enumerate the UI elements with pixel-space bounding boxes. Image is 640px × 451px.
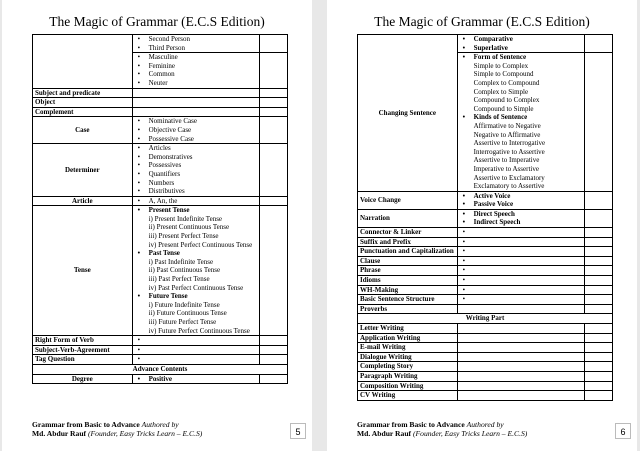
- table-row: [33, 117, 288, 144]
- list-item: • Form of Sentence: [460, 53, 583, 62]
- table-row: [358, 362, 613, 372]
- footer: [32, 420, 202, 439]
- row-label: Tense: [33, 206, 133, 336]
- list-item: Assertive to Interrogative: [473, 139, 546, 148]
- table-row: [33, 206, 288, 336]
- list-item: i) Present Indefinite Tense: [148, 214, 223, 223]
- list-item: • Feminine: [135, 62, 258, 71]
- bullet: [460, 238, 583, 247]
- table-row: [358, 295, 613, 305]
- page-number: 6: [615, 423, 631, 439]
- footer: [357, 420, 527, 439]
- list-item: iv) Future Perfect Continuous Tense: [148, 326, 250, 335]
- list-item: • Neuter: [135, 79, 258, 88]
- list-item: ii) Present Continuous Tense: [148, 223, 230, 232]
- list-item: ii) Past Continuous Tense: [148, 266, 221, 275]
- row-label: Paragraph Writing: [358, 371, 458, 381]
- list-item: Interrogative to Assertive: [473, 147, 545, 156]
- table-row: [358, 191, 613, 209]
- row-label: Article: [33, 196, 133, 206]
- list-item: Complex to Compound: [473, 78, 540, 87]
- bullet: [460, 257, 583, 266]
- row-label: Subject-Verb-Agreement: [33, 345, 133, 355]
- list-item: • Comparative: [460, 35, 583, 44]
- row-label: Complement: [33, 107, 133, 117]
- bullet: [460, 228, 583, 237]
- book-title: Grammar from Basic to Advance: [357, 419, 465, 429]
- table-row: [33, 336, 288, 346]
- row-label: Application Writing: [358, 333, 458, 343]
- list-item: Assertive to Exclamatory: [473, 173, 545, 182]
- section-heading: Writing Part: [358, 314, 613, 324]
- row-label: Degree: [33, 374, 133, 384]
- list-item: • Articles: [135, 144, 258, 153]
- bullet: [460, 276, 583, 285]
- page-number: 5: [290, 423, 306, 439]
- row-label: Dialogue Writing: [358, 352, 458, 362]
- table-row: [358, 333, 613, 343]
- list-item: iii) Past Perfect Tense: [148, 275, 210, 284]
- bullet: [460, 266, 583, 275]
- table-row: [358, 343, 613, 353]
- table-row: [358, 304, 613, 314]
- list-item: • A, An, the: [135, 197, 258, 206]
- author-name: Md. Abdur Rauf: [32, 429, 87, 439]
- table-row: [33, 345, 288, 355]
- page-6: [327, 0, 637, 451]
- table-row: [33, 35, 288, 53]
- bullet: [460, 286, 583, 295]
- row-label: Connector & Linker: [358, 228, 458, 238]
- row-label: Right Form of Verb: [33, 336, 133, 346]
- row-label: Proverbs: [358, 304, 458, 314]
- row-label: Basic Sentence Structure: [358, 295, 458, 305]
- table-row: [358, 35, 613, 53]
- table-row: [358, 266, 613, 276]
- list-item: Complex to Simple: [473, 87, 529, 96]
- list-item: • Numbers: [135, 179, 258, 188]
- bullet: [460, 247, 583, 256]
- list-item: • Common: [135, 70, 258, 79]
- row-label: Changing Sentence: [358, 35, 458, 192]
- list-item: Negative to Affirmative: [473, 130, 541, 139]
- list-item: • Demonstratives: [135, 153, 258, 162]
- table-row: [33, 364, 288, 374]
- table-row: [358, 247, 613, 257]
- list-item: • Masculine: [135, 53, 258, 62]
- list-item: • Kinds of Sentence: [460, 113, 583, 122]
- list-item: • Third Person: [135, 44, 258, 53]
- section-heading: Advance Contents: [33, 364, 288, 374]
- table-row: [33, 88, 288, 98]
- list-item: iv) Past Perfect Continuous Tense: [148, 283, 244, 292]
- list-item: Compound to Complex: [473, 96, 540, 105]
- row-label: Subject and predicate: [33, 88, 133, 98]
- list-item: Assertive to Imperative: [473, 156, 540, 165]
- authored-by: Authored by: [466, 419, 504, 429]
- list-item: Exclamatory to Assertive: [473, 182, 545, 191]
- list-item: Imperative to Assertive: [473, 164, 539, 173]
- row-label: Case: [33, 117, 133, 144]
- table-row: [358, 228, 613, 238]
- list-item: • Direct Speech: [460, 210, 583, 219]
- page-5: [2, 0, 312, 451]
- list-item: Compound to Simple: [473, 104, 534, 113]
- book-title: Grammar from Basic to Advance: [32, 419, 140, 429]
- table-row: [358, 371, 613, 381]
- author-credit: (Founder, Easy Tricks Learn – E.C.S): [88, 429, 203, 439]
- list-item: • Possessive Case: [135, 135, 258, 144]
- list-item: • Objective Case: [135, 126, 258, 135]
- list-item: • Nominative Case: [135, 117, 258, 126]
- table-row: [33, 98, 288, 108]
- list-item: iv) Present Perfect Continuous Tense: [148, 240, 253, 249]
- row-label: CV Writing: [358, 391, 458, 401]
- bullet: [135, 355, 258, 364]
- table-row: [358, 391, 613, 401]
- table-row: [33, 107, 288, 117]
- bullet: [460, 295, 583, 304]
- row-label: Clause: [358, 256, 458, 266]
- list-item: • Positive: [135, 375, 258, 384]
- row-label: WH-Making: [358, 285, 458, 295]
- list-item: Affirmative to Negative: [473, 121, 541, 130]
- table-row: [358, 256, 613, 266]
- table-row: [358, 381, 613, 391]
- row-label: Tag Question: [33, 355, 133, 365]
- list-item: • Future Tense: [135, 292, 258, 301]
- list-item: i) Past Indefinite Tense: [148, 257, 214, 266]
- list-item: • Passive Voice: [460, 200, 583, 209]
- page-title: The Magic of Grammar (E.C.S Edition): [49, 14, 265, 29]
- table-row: [33, 144, 288, 197]
- contents-table-page-6: [357, 34, 613, 401]
- list-item: • Present Tense: [135, 206, 258, 215]
- table-row: [33, 196, 288, 206]
- list-item: • Second Person: [135, 35, 258, 44]
- list-item: Simple to Complex: [473, 61, 529, 70]
- list-item: • Distributives: [135, 187, 258, 196]
- table-row: [33, 374, 288, 384]
- row-label: Punctuation and Capitalization: [358, 247, 458, 257]
- bullet: [135, 336, 258, 345]
- list-item: ii) Future Continuous Tense: [148, 309, 227, 318]
- row-label: Completing Story: [358, 362, 458, 372]
- row-label: Idioms: [358, 276, 458, 286]
- list-item: • Possessives: [135, 161, 258, 170]
- row-label: Narration: [358, 209, 458, 227]
- table-row: [358, 324, 613, 334]
- row-label: Letter Writing: [358, 324, 458, 334]
- table-row: [358, 209, 613, 227]
- bullet: [135, 346, 258, 355]
- contents-table-page-5: [32, 34, 288, 384]
- row-label: Object: [33, 98, 133, 108]
- table-row: [358, 314, 613, 324]
- row-label: Voice Change: [358, 191, 458, 209]
- table-row: [358, 276, 613, 286]
- authored-by: Authored by: [141, 419, 179, 429]
- author-credit: (Founder, Easy Tricks Learn – E.C.S): [413, 429, 528, 439]
- row-label: Determiner: [33, 144, 133, 197]
- list-item: iii) Future Perfect Tense: [148, 318, 217, 326]
- list-item: • Indirect Speech: [460, 218, 583, 227]
- row-label: Suffix and Prefix: [358, 237, 458, 247]
- list-item: • Active Voice: [460, 192, 583, 201]
- list-item: i) Future Indefinite Tense: [148, 300, 220, 309]
- list-item: iii) Present Perfect Tense: [148, 232, 219, 241]
- page-title: The Magic of Grammar (E.C.S Edition): [374, 14, 590, 29]
- table-row: [358, 237, 613, 247]
- row-label: Composition Writing: [358, 381, 458, 391]
- table-row: [33, 355, 288, 365]
- list-item: • Quantifiers: [135, 170, 258, 179]
- row-label: E-mail Writing: [358, 343, 458, 353]
- table-row: [358, 285, 613, 295]
- list-item: • Past Tense: [135, 249, 258, 258]
- author-name: Md. Abdur Rauf: [357, 429, 412, 439]
- row-label: Phrase: [358, 266, 458, 276]
- list-item: • Superlative: [460, 44, 583, 53]
- list-item: Simple to Compound: [473, 70, 534, 79]
- table-row: [358, 352, 613, 362]
